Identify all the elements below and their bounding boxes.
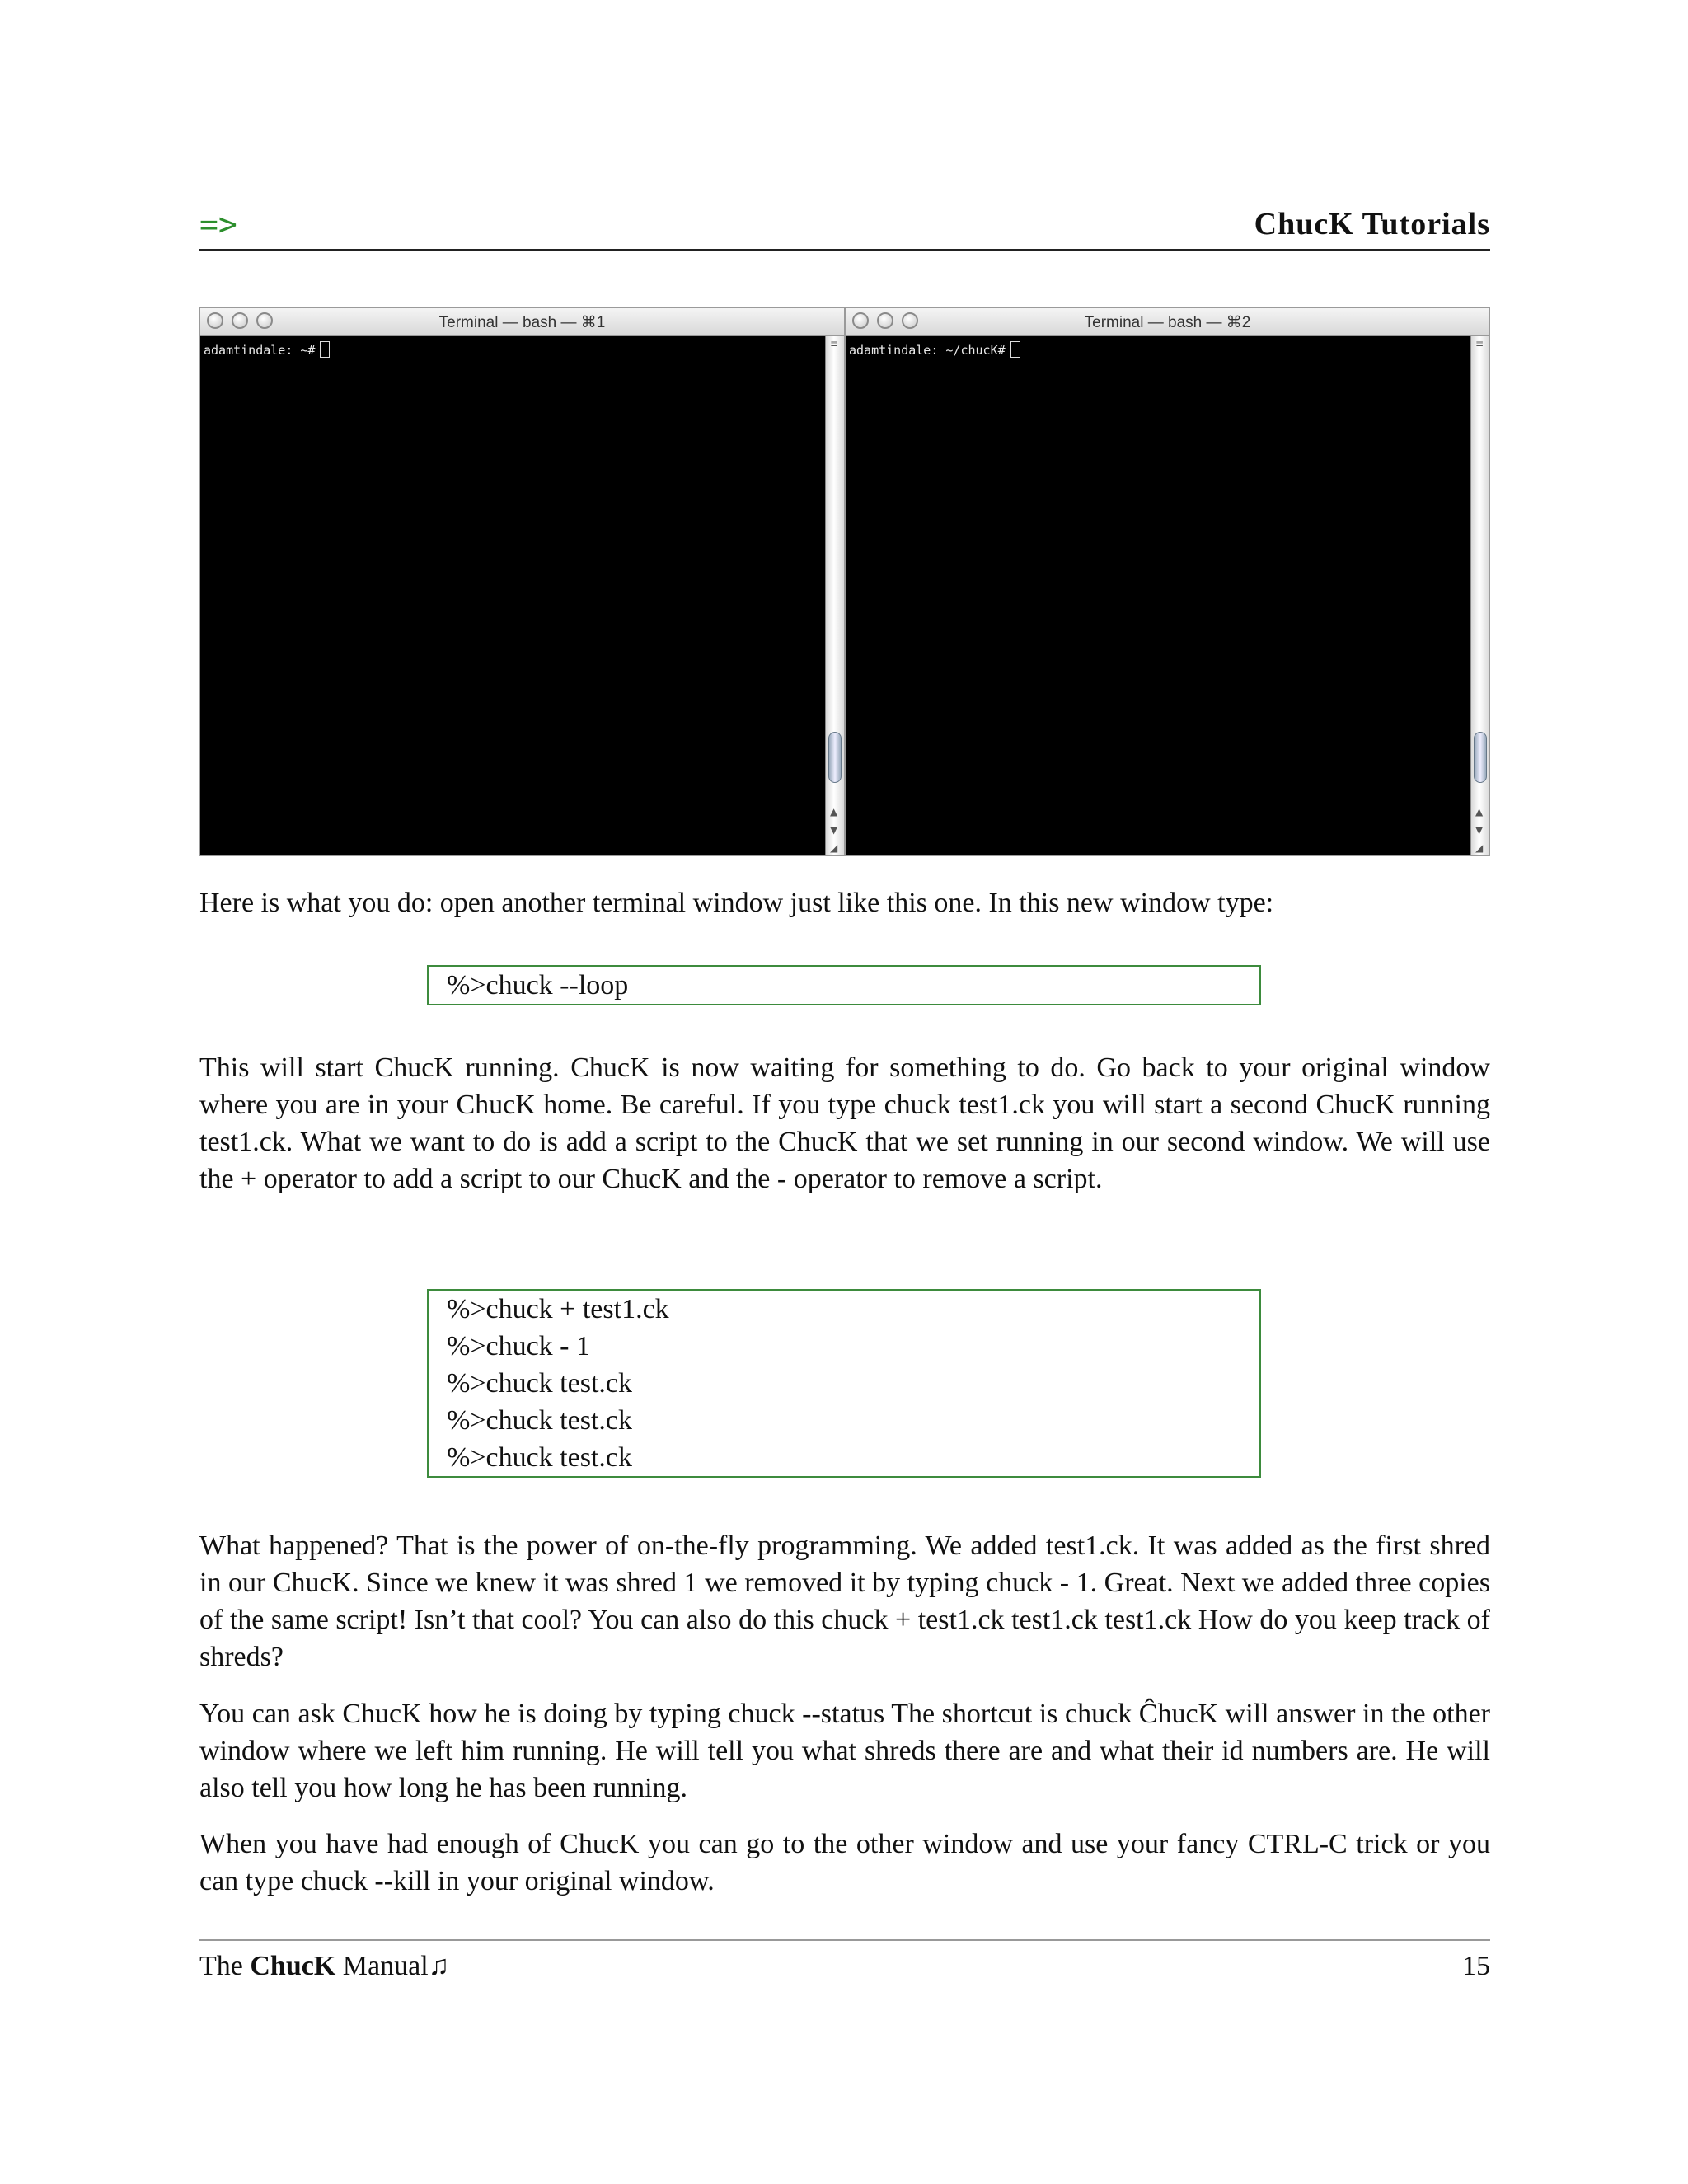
terminal-title: Terminal — bash — ⌘1 bbox=[438, 314, 606, 331]
terminal-titlebar bbox=[846, 308, 1489, 336]
footer-suffix: Manual♫ bbox=[342, 1951, 450, 1981]
paragraph-1: Here is what you do: open another terminal window just like this one. In this new window type: bbox=[199, 888, 1274, 918]
scroll-down-icon: ▼ bbox=[1475, 824, 1484, 836]
paragraph-4: You can ask ChucK how he is doing by typing chuck --status The shortcut is chuck ĈhucK will answer in the other window where we left him running. He will tell you what shreds there are and what their id numbers are. He will also tell you how long he has been running. bbox=[199, 1699, 1490, 1803]
scrollbar bbox=[1470, 336, 1489, 855]
scrollbar bbox=[825, 336, 844, 855]
running-title: ChucK Tutorials bbox=[1254, 207, 1490, 241]
back-arrow-link[interactable]: => bbox=[199, 206, 237, 242]
scroll-menu-icon: ≡ bbox=[830, 338, 839, 349]
page-footer bbox=[199, 1939, 1490, 1981]
terminal-prompt bbox=[849, 341, 1020, 358]
terminal-title: Terminal — bash — ⌘2 bbox=[1084, 314, 1251, 331]
page-number: 15 bbox=[1462, 1951, 1490, 1981]
prompt-text: adamtindale: ~/chucK# bbox=[849, 343, 1006, 358]
paragraph-5: When you have had enough of ChucK you can go to the other window and use your fancy CTRL-C trick or you can type chuck --kill in your original window. bbox=[199, 1829, 1490, 1896]
code-line: %>chuck + test1.ck bbox=[447, 1294, 669, 1324]
code-line: %>chuck test.ck bbox=[447, 1442, 632, 1473]
code-box-commands bbox=[427, 1289, 1261, 1478]
scroll-up-icon: ▲ bbox=[1475, 806, 1484, 818]
cursor-icon bbox=[1010, 341, 1020, 358]
terminal-window-2 bbox=[845, 307, 1490, 856]
terminal-window-1 bbox=[199, 307, 845, 856]
scrollbar-thumb bbox=[1474, 732, 1487, 783]
terminal-prompt bbox=[204, 341, 330, 358]
page-header bbox=[199, 206, 1490, 251]
paragraph-2: This will start ChucK running. ChucK is now waiting for something to do. Go back to your original window where you are in your ChucK home. Be careful. If you type chuck test1.ck you will start a second ChucK running test1.ck. What we want to do is add a script to the ChucK that we set running in our second window. We will use the + operator to add a script to our ChucK and the - operator to remove a script. bbox=[199, 1052, 1490, 1194]
page bbox=[199, 0, 1490, 2184]
terminal-titlebar bbox=[200, 308, 844, 336]
prompt-text: adamtindale: ~# bbox=[204, 343, 316, 358]
footer-brand: ChucK bbox=[250, 1951, 336, 1981]
code-line: %>chuck test.ck bbox=[447, 1405, 632, 1436]
resize-grip-icon: ◢ bbox=[1475, 842, 1484, 854]
scroll-up-icon: ▲ bbox=[830, 806, 838, 818]
footer-prefix: The bbox=[199, 1951, 243, 1981]
scroll-menu-icon: ≡ bbox=[1475, 338, 1484, 349]
resize-grip-icon: ◢ bbox=[830, 842, 838, 854]
code-line: %>chuck test.ck bbox=[447, 1368, 632, 1399]
scrollbar-thumb bbox=[828, 732, 842, 783]
scroll-down-icon: ▼ bbox=[830, 824, 838, 836]
code-line: %>chuck - 1 bbox=[447, 1331, 591, 1361]
footer-title bbox=[199, 1951, 449, 1982]
code-box-loop bbox=[427, 965, 1261, 1005]
paragraph-3: What happened? That is the power of on-the-fly programming. We added test1.ck. It was added as the first shred in our ChucK. Since we knew it was shred 1 we removed it by typing chuck - 1. Great. Next we added three copies of the same script! Isn’t that cool? You can also do this chuck + test1.ck test1.ck test1.ck How do you keep track of shreds? bbox=[199, 1530, 1490, 1672]
cursor-icon bbox=[320, 341, 330, 358]
terminal-screenshot bbox=[199, 307, 1490, 856]
code-line: %>chuck --loop bbox=[447, 970, 629, 1001]
